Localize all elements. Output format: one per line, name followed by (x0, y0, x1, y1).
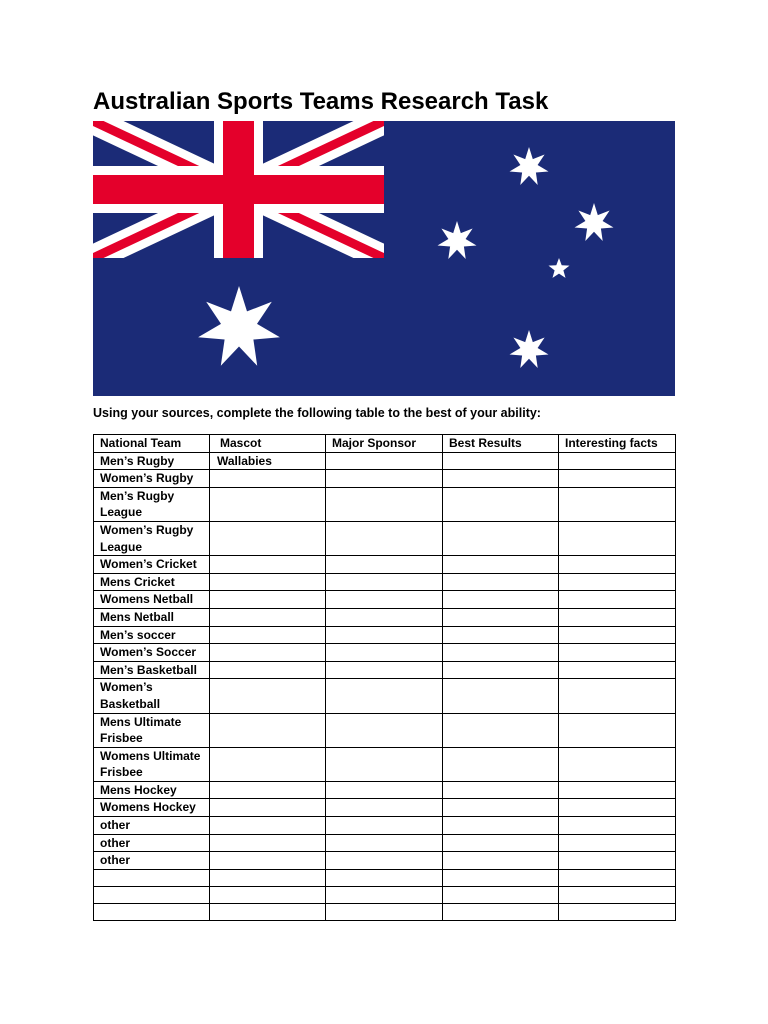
cell-major-sponsor[interactable] (326, 470, 443, 488)
cell-best-results[interactable] (443, 852, 559, 870)
cell-mascot[interactable] (210, 487, 326, 521)
cell-national-team[interactable]: Women’s Soccer (94, 644, 210, 662)
table-row (94, 869, 676, 886)
cell-national-team[interactable]: Womens Netball (94, 591, 210, 609)
cell-mascot[interactable] (210, 608, 326, 626)
table-row (94, 452, 676, 470)
cell-interesting-facts[interactable] (559, 781, 676, 799)
table-row (94, 470, 676, 488)
cell-major-sponsor[interactable] (326, 903, 443, 920)
cell-mascot[interactable] (210, 869, 326, 886)
cell-best-results[interactable] (443, 834, 559, 852)
table-row (94, 852, 676, 870)
cell-interesting-facts[interactable] (559, 521, 676, 555)
cell-interesting-facts[interactable] (559, 679, 676, 713)
cell-interesting-facts[interactable] (559, 591, 676, 609)
table-row (94, 886, 676, 903)
cell-mascot[interactable] (210, 817, 326, 835)
cell-mascot[interactable] (210, 591, 326, 609)
cell-best-results[interactable] (443, 747, 559, 781)
cell-major-sponsor[interactable] (326, 869, 443, 886)
cell-national-team[interactable]: Women’s Rugby (94, 470, 210, 488)
cell-mascot[interactable] (210, 573, 326, 591)
table-row (94, 747, 676, 781)
cell-interesting-facts[interactable] (559, 556, 676, 574)
cell-mascot[interactable] (210, 679, 326, 713)
cell-best-results[interactable] (443, 817, 559, 835)
cell-best-results[interactable] (443, 886, 559, 903)
cell-best-results[interactable] (443, 781, 559, 799)
cell-major-sponsor[interactable] (326, 521, 443, 555)
cell-major-sponsor[interactable] (326, 713, 443, 747)
table-row (94, 521, 676, 555)
cell-national-team[interactable]: Mens Cricket (94, 573, 210, 591)
cell-mascot[interactable] (210, 852, 326, 870)
cell-major-sponsor[interactable] (326, 626, 443, 644)
cell-mascot[interactable] (210, 781, 326, 799)
cell-interesting-facts[interactable] (559, 747, 676, 781)
cell-national-team[interactable]: Mens Hockey (94, 781, 210, 799)
cell-mascot[interactable] (210, 886, 326, 903)
cell-best-results[interactable] (443, 903, 559, 920)
cell-interesting-facts[interactable] (559, 852, 676, 870)
cell-interesting-facts[interactable] (559, 626, 676, 644)
cell-major-sponsor[interactable] (326, 852, 443, 870)
cell-major-sponsor[interactable] (326, 799, 443, 817)
cell-interesting-facts[interactable] (559, 661, 676, 679)
table-row (94, 626, 676, 644)
cell-best-results[interactable] (443, 452, 559, 470)
cell-major-sponsor[interactable] (326, 747, 443, 781)
cell-interesting-facts[interactable] (559, 903, 676, 920)
australian-flag-image (93, 121, 675, 396)
cell-mascot[interactable] (210, 713, 326, 747)
cell-national-team[interactable]: Womens Ultimate Frisbee (94, 747, 210, 781)
cell-major-sponsor[interactable] (326, 781, 443, 799)
cell-mascot[interactable] (210, 747, 326, 781)
cell-mascot[interactable] (210, 799, 326, 817)
cell-interesting-facts[interactable] (559, 886, 676, 903)
cell-mascot[interactable] (210, 521, 326, 555)
union-jack-canton (93, 121, 384, 258)
cell-best-results[interactable] (443, 573, 559, 591)
cell-major-sponsor[interactable] (326, 452, 443, 470)
cell-interesting-facts[interactable] (559, 452, 676, 470)
table-row (94, 487, 676, 521)
cell-interesting-facts[interactable] (559, 713, 676, 747)
cell-interesting-facts[interactable] (559, 799, 676, 817)
header-interesting-facts: Interesting facts (559, 435, 676, 453)
cell-mascot[interactable] (210, 470, 326, 488)
table-row (94, 556, 676, 574)
table-row (94, 834, 676, 852)
header-national-team: National Team (94, 435, 210, 453)
cell-national-team[interactable]: Men’s Rugby (94, 452, 210, 470)
cell-best-results[interactable] (443, 556, 559, 574)
cell-interesting-facts[interactable] (559, 817, 676, 835)
cell-major-sponsor[interactable] (326, 834, 443, 852)
cell-mascot[interactable] (210, 556, 326, 574)
cell-mascot[interactable] (210, 903, 326, 920)
cell-best-results[interactable] (443, 626, 559, 644)
cell-national-team[interactable]: Womens Hockey (94, 799, 210, 817)
cell-interesting-facts[interactable] (559, 869, 676, 886)
table-row (94, 903, 676, 920)
cell-major-sponsor[interactable] (326, 886, 443, 903)
cell-major-sponsor[interactable] (326, 487, 443, 521)
cell-best-results[interactable] (443, 608, 559, 626)
cell-best-results[interactable] (443, 470, 559, 488)
cell-mascot[interactable] (210, 626, 326, 644)
cell-national-team[interactable] (94, 869, 210, 886)
cell-national-team[interactable]: other (94, 852, 210, 870)
research-table (93, 434, 676, 921)
cell-interesting-facts[interactable] (559, 608, 676, 626)
cell-best-results[interactable] (443, 799, 559, 817)
cell-major-sponsor[interactable] (326, 679, 443, 713)
table-row (94, 644, 676, 662)
cell-national-team[interactable]: Women’s Rugby League (94, 521, 210, 555)
cell-national-team[interactable]: Men’s soccer (94, 626, 210, 644)
page-title: Australian Sports Teams Research Task (93, 88, 549, 115)
cell-major-sponsor[interactable] (326, 556, 443, 574)
cell-best-results[interactable] (443, 487, 559, 521)
table-row (94, 781, 676, 799)
table-row (94, 608, 676, 626)
cell-major-sponsor[interactable] (326, 608, 443, 626)
cell-interesting-facts[interactable] (559, 573, 676, 591)
table-row (94, 591, 676, 609)
cell-major-sponsor[interactable] (326, 661, 443, 679)
cell-national-team[interactable]: Mens Ultimate Frisbee (94, 713, 210, 747)
cell-mascot[interactable] (210, 834, 326, 852)
cell-national-team[interactable] (94, 886, 210, 903)
cell-interesting-facts[interactable] (559, 644, 676, 662)
cell-national-team[interactable]: other (94, 817, 210, 835)
cell-best-results[interactable] (443, 661, 559, 679)
cell-interesting-facts[interactable] (559, 487, 676, 521)
cell-national-team[interactable]: Women’s Basketball (94, 679, 210, 713)
header-best-results: Best Results (443, 435, 559, 453)
header-major-sponsor: Major Sponsor (326, 435, 443, 453)
cell-national-team[interactable]: Men’s Basketball (94, 661, 210, 679)
cell-major-sponsor[interactable] (326, 817, 443, 835)
cell-best-results[interactable] (443, 869, 559, 886)
header-mascot: Mascot (210, 435, 326, 453)
cell-national-team[interactable]: Women’s Cricket (94, 556, 210, 574)
cell-mascot[interactable] (210, 661, 326, 679)
table-row (94, 817, 676, 835)
cell-interesting-facts[interactable] (559, 834, 676, 852)
cell-mascot[interactable]: Wallabies (210, 452, 326, 470)
cell-national-team[interactable] (94, 903, 210, 920)
cell-best-results[interactable] (443, 521, 559, 555)
cell-best-results[interactable] (443, 591, 559, 609)
instructions-text: Using your sources, complete the following table to the best of your ability: (93, 406, 541, 420)
cell-national-team[interactable]: Men’s Rugby League (94, 487, 210, 521)
table-row (94, 679, 676, 713)
table-row (94, 661, 676, 679)
table-header-row (94, 435, 676, 453)
table-row (94, 799, 676, 817)
cell-best-results[interactable] (443, 644, 559, 662)
cell-national-team[interactable]: Mens Netball (94, 608, 210, 626)
cell-major-sponsor[interactable] (326, 573, 443, 591)
cell-major-sponsor[interactable] (326, 591, 443, 609)
cell-national-team[interactable]: other (94, 834, 210, 852)
cell-best-results[interactable] (443, 713, 559, 747)
table-row (94, 573, 676, 591)
cell-mascot[interactable] (210, 644, 326, 662)
table-row (94, 713, 676, 747)
cell-major-sponsor[interactable] (326, 644, 443, 662)
cell-best-results[interactable] (443, 679, 559, 713)
cell-interesting-facts[interactable] (559, 470, 676, 488)
